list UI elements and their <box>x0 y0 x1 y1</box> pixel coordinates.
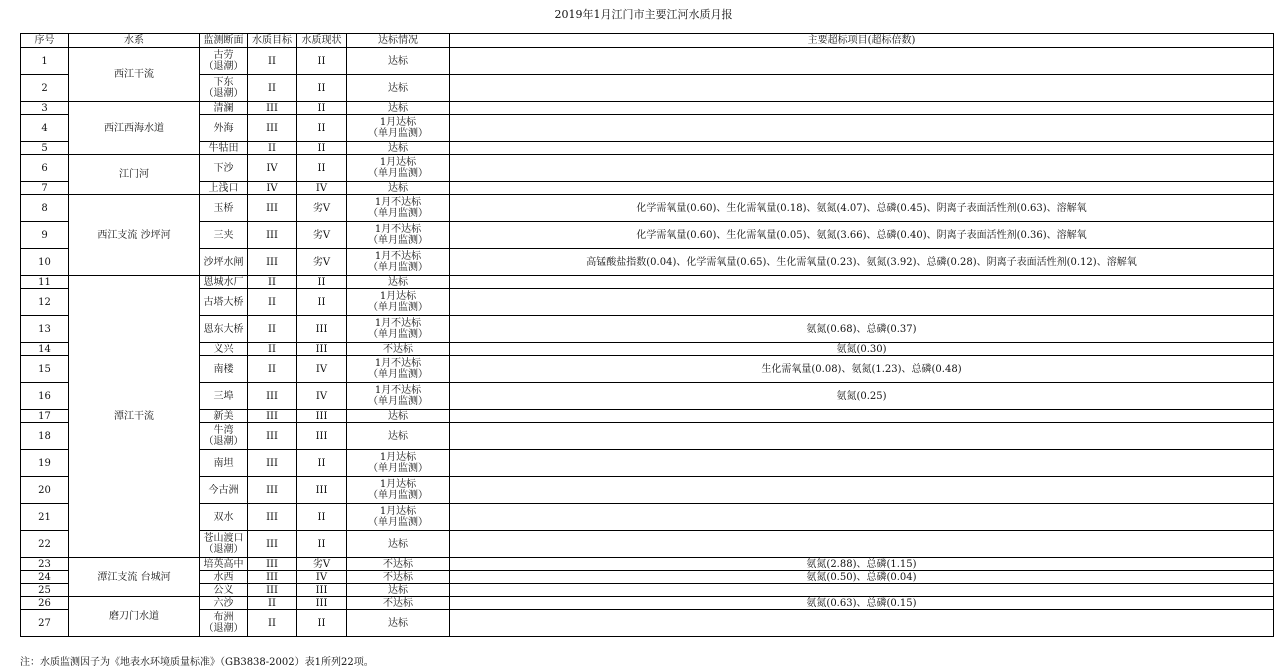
row-number: 25 <box>21 584 69 597</box>
compliance: 1月不达标 （单月监测） <box>347 222 450 249</box>
row-number: 3 <box>21 102 69 115</box>
table-body <box>21 48 1274 637</box>
monitoring-site: 双水 <box>200 504 248 531</box>
quality-target: II <box>248 75 297 102</box>
exceed-items: 氨氮(0.50)、总磷(0.04) <box>450 571 1274 584</box>
quality-status: 劣V <box>297 558 347 571</box>
quality-target: III <box>248 584 297 597</box>
quality-status: III <box>297 477 347 504</box>
water-system: 西江西海水道 <box>69 102 200 155</box>
table-row <box>21 155 1274 182</box>
row-number: 20 <box>21 477 69 504</box>
row-number: 21 <box>21 504 69 531</box>
compliance: 1月达标 （单月监测） <box>347 504 450 531</box>
monitoring-site: 公义 <box>200 584 248 597</box>
quality-target: II <box>248 276 297 289</box>
table-row <box>21 343 1274 356</box>
exceed-items <box>450 276 1274 289</box>
monitoring-site: 玉桥 <box>200 195 248 222</box>
row-number: 4 <box>21 115 69 142</box>
row-number: 15 <box>21 356 69 383</box>
compliance: 不达标 <box>347 343 450 356</box>
compliance: 达标 <box>347 48 450 75</box>
exceed-items <box>450 289 1274 316</box>
table-row <box>21 356 1274 383</box>
col-header-compliance: 达标情况 <box>347 34 450 48</box>
table-row <box>21 558 1274 571</box>
quality-target: II <box>248 316 297 343</box>
col-header-target: 水质目标 <box>248 34 297 48</box>
exceed-items <box>450 155 1274 182</box>
exceed-items: 高锰酸盐指数(0.04)、化学需氧量(0.65)、生化需氧量(0.23)、氨氮(3.92)、总磷(0.28)、阴离子表面活性剂(0.12)、溶解氧 <box>450 249 1274 276</box>
row-number: 9 <box>21 222 69 249</box>
compliance: 达标 <box>347 531 450 558</box>
table-row <box>21 571 1274 584</box>
monitoring-site: 今古洲 <box>200 477 248 504</box>
quality-target: III <box>248 102 297 115</box>
table-row <box>21 316 1274 343</box>
table-row <box>21 276 1274 289</box>
monitoring-site: 下东 （退潮） <box>200 75 248 102</box>
quality-target: IV <box>248 182 297 195</box>
quality-target: III <box>248 195 297 222</box>
exceed-items <box>450 531 1274 558</box>
quality-status: II <box>297 102 347 115</box>
monitoring-site: 沙坪水闸 <box>200 249 248 276</box>
quality-status: III <box>297 316 347 343</box>
exceed-items: 生化需氧量(0.08)、氨氮(1.23)、总磷(0.48) <box>450 356 1274 383</box>
compliance: 达标 <box>347 142 450 155</box>
quality-status: II <box>297 75 347 102</box>
report-title: 2019年1月江门市主要江河水质月报 <box>554 8 733 21</box>
monitoring-site: 古塔大桥 <box>200 289 248 316</box>
exceed-items <box>450 450 1274 477</box>
table-row <box>21 142 1274 155</box>
compliance: 达标 <box>347 584 450 597</box>
row-number: 11 <box>21 276 69 289</box>
compliance: 1月达标 （单月监测） <box>347 477 450 504</box>
water-system: 潭江干流 <box>69 276 200 558</box>
monitoring-site: 南坦 <box>200 450 248 477</box>
water-system: 西江支流 沙坪河 <box>69 195 200 276</box>
exceed-items: 氨氮(0.68)、总磷(0.37) <box>450 316 1274 343</box>
quality-target: II <box>248 343 297 356</box>
exceed-items <box>450 584 1274 597</box>
table-row <box>21 584 1274 597</box>
monitoring-site: 六沙 <box>200 597 248 610</box>
quality-target: II <box>248 356 297 383</box>
exceed-items <box>450 75 1274 102</box>
table-row <box>21 195 1274 222</box>
table-row <box>21 249 1274 276</box>
exceed-items <box>450 115 1274 142</box>
compliance: 达标 <box>347 102 450 115</box>
table-row <box>21 410 1274 423</box>
footnote: 注：水质监测因子为《地表水环境质量标准》（GB3838-2002）表1所列22项。 <box>20 657 374 668</box>
row-number: 27 <box>21 610 69 637</box>
monitoring-site: 义兴 <box>200 343 248 356</box>
monitoring-site: 下沙 <box>200 155 248 182</box>
monitoring-site: 苍山渡口 （退潮） <box>200 531 248 558</box>
table-row <box>21 610 1274 637</box>
quality-status: III <box>297 584 347 597</box>
quality-status: II <box>297 115 347 142</box>
monitoring-site: 新美 <box>200 410 248 423</box>
col-header-site: 监测断面 <box>200 34 248 48</box>
quality-target: III <box>248 423 297 450</box>
monitoring-site: 恩东大桥 <box>200 316 248 343</box>
row-number: 6 <box>21 155 69 182</box>
compliance: 不达标 <box>347 558 450 571</box>
compliance: 1月不达标 （单月监测） <box>347 383 450 410</box>
compliance: 达标 <box>347 182 450 195</box>
quality-status: 劣V <box>297 249 347 276</box>
quality-target: III <box>248 222 297 249</box>
quality-target: III <box>248 410 297 423</box>
quality-status: III <box>297 423 347 450</box>
quality-target: II <box>248 142 297 155</box>
row-number: 16 <box>21 383 69 410</box>
col-header-no: 序号 <box>21 34 69 48</box>
table-header-row <box>21 34 1274 48</box>
compliance: 1月不达标 （单月监测） <box>347 195 450 222</box>
exceed-items <box>450 102 1274 115</box>
monitoring-site: 牛牯田 <box>200 142 248 155</box>
row-number: 8 <box>21 195 69 222</box>
table-row <box>21 504 1274 531</box>
row-number: 14 <box>21 343 69 356</box>
exceed-items <box>450 182 1274 195</box>
table-row <box>21 182 1274 195</box>
row-number: 17 <box>21 410 69 423</box>
quality-target: IV <box>248 155 297 182</box>
quality-status: II <box>297 610 347 637</box>
quality-status: II <box>297 155 347 182</box>
compliance: 1月不达标 （单月监测） <box>347 249 450 276</box>
monitoring-site: 恩城水厂 <box>200 276 248 289</box>
row-number: 26 <box>21 597 69 610</box>
exceed-items <box>450 423 1274 450</box>
quality-status: II <box>297 531 347 558</box>
monitoring-site: 南楼 <box>200 356 248 383</box>
quality-status: III <box>297 597 347 610</box>
table-row <box>21 450 1274 477</box>
quality-target: II <box>248 289 297 316</box>
exceed-items: 氨氮(0.25) <box>450 383 1274 410</box>
quality-status: II <box>297 450 347 477</box>
quality-status: II <box>297 504 347 531</box>
water-quality-table <box>20 33 1274 637</box>
quality-target: III <box>248 115 297 142</box>
monitoring-site: 三埠 <box>200 383 248 410</box>
row-number: 10 <box>21 249 69 276</box>
quality-target: III <box>248 571 297 584</box>
exceed-items <box>450 504 1274 531</box>
table-row <box>21 289 1274 316</box>
compliance: 1月达标 （单月监测） <box>347 450 450 477</box>
table-row <box>21 383 1274 410</box>
row-number: 2 <box>21 75 69 102</box>
row-number: 23 <box>21 558 69 571</box>
row-number: 18 <box>21 423 69 450</box>
monitoring-site: 古劳 （退潮） <box>200 48 248 75</box>
quality-target: II <box>248 610 297 637</box>
table-row <box>21 423 1274 450</box>
quality-status: IV <box>297 571 347 584</box>
table-row <box>21 222 1274 249</box>
compliance: 达标 <box>347 410 450 423</box>
water-system: 西江干流 <box>69 48 200 102</box>
monitoring-site: 布洲 （退潮） <box>200 610 248 637</box>
monitoring-site: 外海 <box>200 115 248 142</box>
quality-status: 劣V <box>297 195 347 222</box>
quality-target: III <box>248 558 297 571</box>
compliance: 1月不达标 （单月监测） <box>347 316 450 343</box>
quality-status: IV <box>297 182 347 195</box>
water-system: 潭江支流 台城河 <box>69 558 200 597</box>
monitoring-site: 牛湾 （退潮） <box>200 423 248 450</box>
col-header-exceed: 主要超标项目(超标倍数) <box>450 34 1274 48</box>
quality-status: II <box>297 289 347 316</box>
quality-status: II <box>297 142 347 155</box>
quality-target: III <box>248 383 297 410</box>
quality-status: IV <box>297 383 347 410</box>
exceed-items <box>450 477 1274 504</box>
row-number: 7 <box>21 182 69 195</box>
exceed-items <box>450 48 1274 75</box>
compliance: 1月达标 （单月监测） <box>347 155 450 182</box>
table-row <box>21 597 1274 610</box>
col-header-status: 水质现状 <box>297 34 347 48</box>
compliance: 1月不达标 （单月监测） <box>347 356 450 383</box>
compliance: 不达标 <box>347 597 450 610</box>
table-row <box>21 75 1274 102</box>
quality-target: II <box>248 48 297 75</box>
quality-target: II <box>248 597 297 610</box>
exceed-items: 氨氮(0.63)、总磷(0.15) <box>450 597 1274 610</box>
compliance: 1月达标 （单月监测） <box>347 289 450 316</box>
monitoring-site: 上浅口 <box>200 182 248 195</box>
table-row <box>21 48 1274 75</box>
quality-target: III <box>248 504 297 531</box>
compliance: 达标 <box>347 423 450 450</box>
quality-target: III <box>248 249 297 276</box>
exceed-items: 氨氮(2.88)、总磷(1.15) <box>450 558 1274 571</box>
table-row <box>21 531 1274 558</box>
row-number: 5 <box>21 142 69 155</box>
water-system: 磨刀门水道 <box>69 597 200 637</box>
exceed-items <box>450 610 1274 637</box>
quality-status: II <box>297 48 347 75</box>
table-row <box>21 115 1274 142</box>
quality-status: II <box>297 276 347 289</box>
monitoring-site: 水西 <box>200 571 248 584</box>
monitoring-site: 清澜 <box>200 102 248 115</box>
water-system: 江门河 <box>69 155 200 195</box>
row-number: 19 <box>21 450 69 477</box>
quality-target: III <box>248 477 297 504</box>
table-row <box>21 102 1274 115</box>
compliance: 1月达标 （单月监测） <box>347 115 450 142</box>
row-number: 12 <box>21 289 69 316</box>
row-number: 13 <box>21 316 69 343</box>
quality-status: IV <box>297 356 347 383</box>
row-number: 24 <box>21 571 69 584</box>
quality-status: 劣V <box>297 222 347 249</box>
monitoring-site: 三夹 <box>200 222 248 249</box>
compliance: 不达标 <box>347 571 450 584</box>
quality-target: III <box>248 450 297 477</box>
exceed-items: 化学需氧量(0.60)、生化需氧量(0.18)、氨氮(4.07)、总磷(0.45)、阴离子表面活性剂(0.63)、溶解氧 <box>450 195 1274 222</box>
monitoring-site: 培英高中 <box>200 558 248 571</box>
quality-target: III <box>248 531 297 558</box>
col-header-system: 水系 <box>69 34 200 48</box>
row-number: 1 <box>21 48 69 75</box>
row-number: 22 <box>21 531 69 558</box>
exceed-items: 氨氮(0.30) <box>450 343 1274 356</box>
table-row <box>21 477 1274 504</box>
exceed-items: 化学需氧量(0.60)、生化需氧量(0.05)、氨氮(3.66)、总磷(0.40)、阴离子表面活性剂(0.36)、溶解氧 <box>450 222 1274 249</box>
compliance: 达标 <box>347 610 450 637</box>
quality-status: III <box>297 410 347 423</box>
exceed-items <box>450 410 1274 423</box>
compliance: 达标 <box>347 276 450 289</box>
compliance: 达标 <box>347 75 450 102</box>
exceed-items <box>450 142 1274 155</box>
quality-status: III <box>297 343 347 356</box>
